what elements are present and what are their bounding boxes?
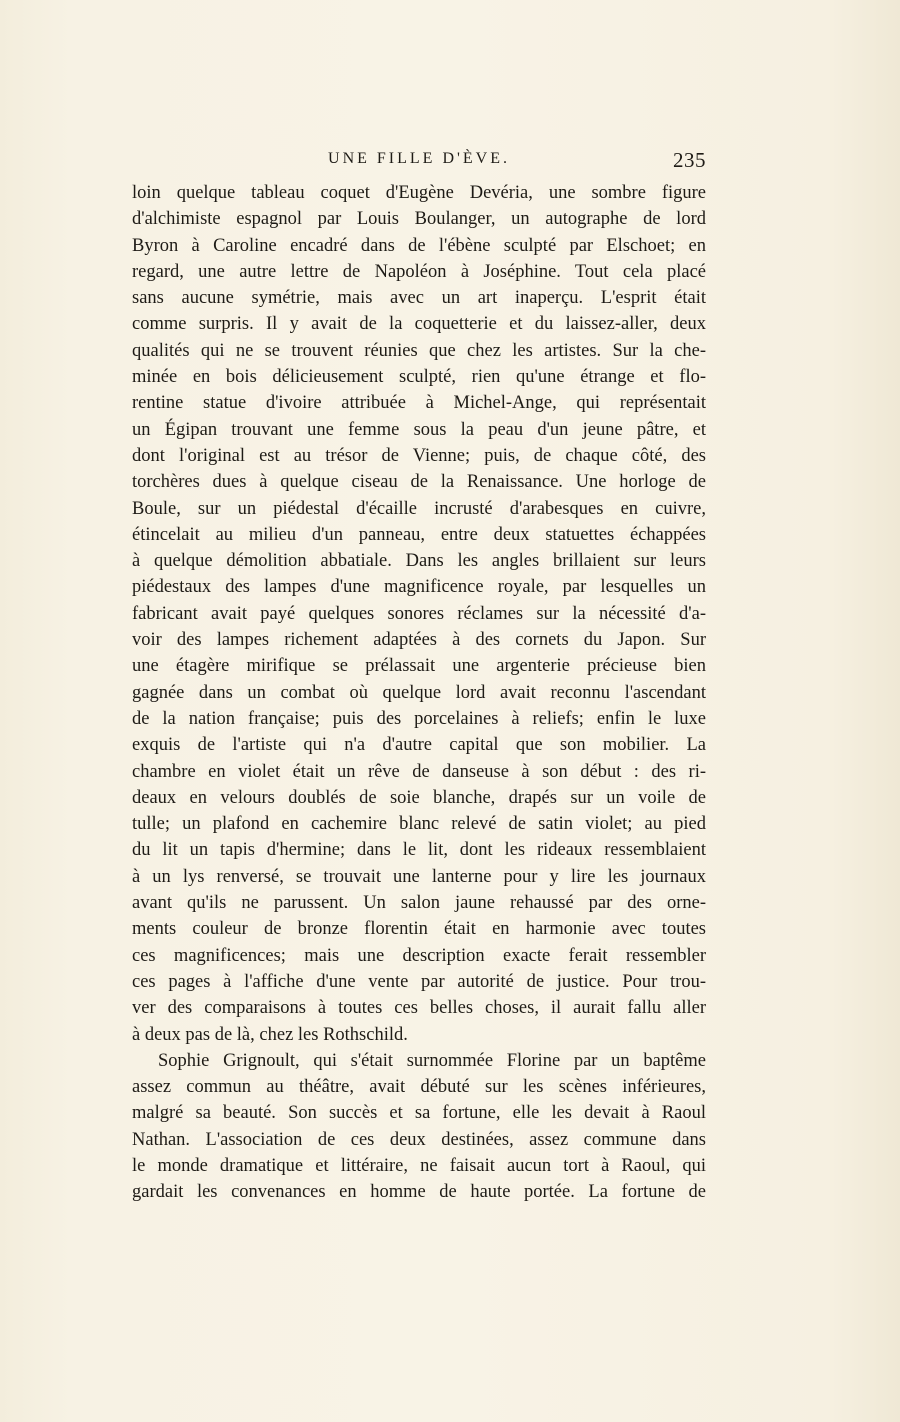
page-number: 235 <box>673 148 706 172</box>
text-line: comme surpris. Il y avait de la coquetterie et du laissez-aller, deux <box>132 314 706 335</box>
text-line: tulle; un plafond en cachemire blanc relevé de satin violet; au pied <box>132 814 706 835</box>
text-line: du lit un tapis d'hermine; dans le lit, dont les rideaux ressemblaient <box>132 840 706 861</box>
text-line: gagnée dans un combat où quelque lord avait reconnu l'ascendant <box>132 682 706 703</box>
text-line: ments couleur de bronze florentin était en harmonie avec toutes <box>132 919 706 940</box>
text-line: minée en bois délicieusement sculpté, rien qu'une étrange et flo- <box>132 367 706 388</box>
text-line: ces magnificences; mais une description exacte ferait ressembler <box>132 945 706 966</box>
text-line: Sophie Grignoult, qui s'était surnommée Florine par un baptême <box>158 1050 706 1071</box>
text-line: voir des lampes richement adaptées à des cornets du Japon. Sur <box>132 630 706 651</box>
text-line: deaux en velours doublés de soie blanche, drapés sur un voile de <box>132 787 706 808</box>
text-line: de la nation française; puis des porcelaines à reliefs; enfin le luxe <box>132 708 706 729</box>
text-line: malgré sa beauté. Son succès et sa fortune, elle les devait à Raoul <box>132 1103 706 1124</box>
text-line: d'alchimiste espagnol par Louis Boulanger, un autographe de lord <box>132 209 706 230</box>
text-line: une étagère mirifique se prélassait une argenterie précieuse bien <box>132 656 706 677</box>
text-line: piédestaux des lampes d'une magnificence royale, par lesquelles un <box>132 577 706 598</box>
text-line: qualités qui ne se trouvent réunies que chez les artistes. Sur la che- <box>132 340 706 361</box>
text-line: dont l'original est au trésor de Vienne; puis, de chaque côté, des <box>132 445 706 466</box>
text-line: Nathan. L'association de ces deux destinées, assez commune dans <box>132 1129 706 1150</box>
text-line: regard, une autre lettre de Napoléon à Joséphine. Tout cela placé <box>132 261 706 282</box>
text-line: torchères dues à quelque ciseau de la Renaissance. Une horloge de <box>132 472 706 493</box>
text-line: assez commun au théâtre, avait débuté sur les scènes inférieures, <box>132 1077 706 1098</box>
text-line: ver des comparaisons à toutes ces belles choses, il aurait fallu aller <box>132 998 706 1019</box>
body-text <box>132 180 706 1206</box>
text-line: rentine statue d'ivoire attribuée à Michel-Ange, qui représentait <box>132 393 706 414</box>
text-line: exquis de l'artiste qui n'a d'autre capital que son mobilier. La <box>132 735 706 756</box>
text-line: Byron à Caroline encadré dans de l'ébène sculpté par Elschoet; en <box>132 235 706 256</box>
text-line: gardait les convenances en homme de haute portée. La fortune de <box>132 1182 706 1203</box>
text-line: ces pages à l'affiche d'une vente par autorité de justice. Pour trou- <box>132 971 706 992</box>
text-line: fabricant avait payé quelques sonores réclames sur la nécessité d'a- <box>132 603 706 624</box>
text-line: sans aucune symétrie, mais avec un art inaperçu. L'esprit était <box>132 288 706 309</box>
text-line: chambre en violet était un rêve de danseuse à son début : des ri- <box>132 761 706 782</box>
running-title: UNE FILLE D'ÈVE. <box>328 150 510 167</box>
text-line: avant qu'ils ne parussent. Un salon jaune rehaussé par des orne- <box>132 893 706 914</box>
text-line: un Égipan trouvant une femme sous la peau d'un jeune pâtre, et <box>132 419 706 440</box>
text-line: à quelque démolition abbatiale. Dans les angles brillaient sur leurs <box>132 551 706 572</box>
text-line: étincelait au milieu d'un panneau, entre deux statuettes échappées <box>132 524 706 545</box>
text-line: à un lys renversé, se trouvait une lanterne pour y lire les journaux <box>132 866 706 887</box>
running-head <box>132 150 706 176</box>
text-line: le monde dramatique et littéraire, ne faisait aucun tort à Raoul, qui <box>132 1155 706 1176</box>
text-line: à deux pas de là, chez les Rothschild. <box>132 1024 408 1045</box>
text-line: Boule, sur un piédestal d'écaille incrusté d'arabesques en cuivre, <box>132 498 706 519</box>
text-line: loin quelque tableau coquet d'Eugène Devéria, une sombre figure <box>132 183 706 203</box>
